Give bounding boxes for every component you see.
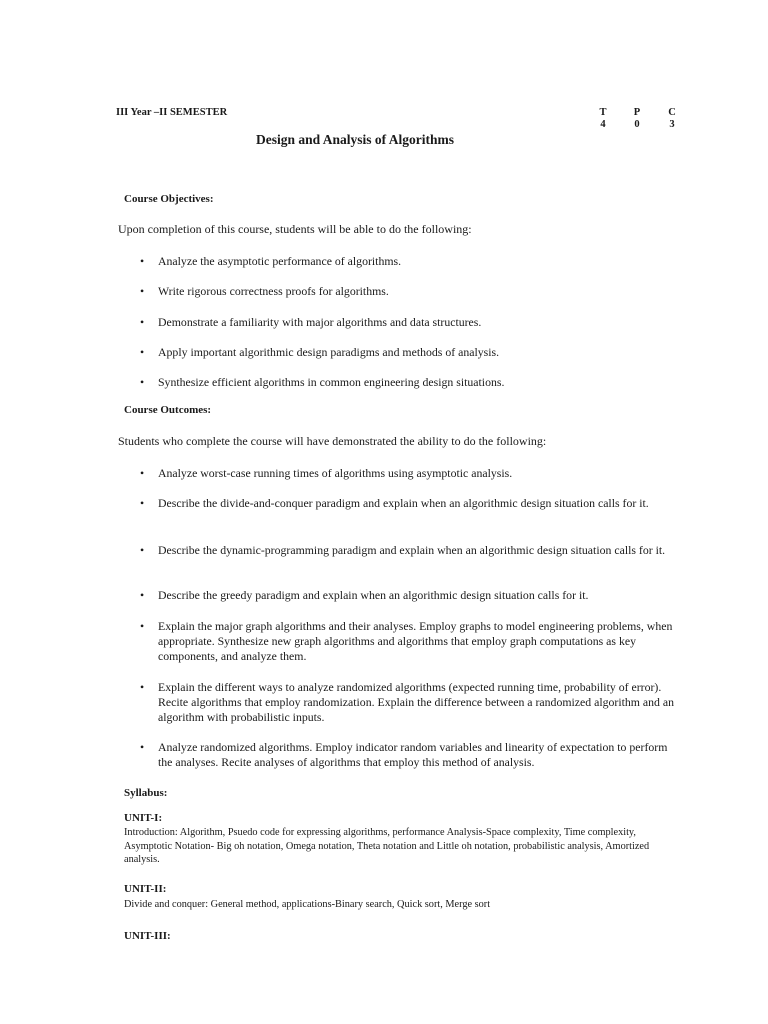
objective-item: • Apply important algorithmic design paradigms and methods of analysis.: [140, 345, 678, 360]
course-title: Design and Analysis of Algorithms: [255, 132, 455, 147]
outcomes-heading: Course Outcomes:: [124, 404, 212, 416]
tpc-column-t: [596, 107, 610, 131]
tpc-label: C: [668, 107, 676, 118]
syllabus-heading: Syllabus:: [124, 787, 168, 799]
outcome-item: • Analyze worst-case running times of algorithms using asymptotic analysis.: [140, 466, 678, 481]
outcome-item: • Explain the different ways to analyze randomized algorithms (expected running time, probability of error). Recite algorithms that employ randomization. Explain the difference between a randomized algorithm and an algorithm with probabilistic inputs.: [140, 680, 678, 725]
objectives-intro: Upon completion of this course, students will be able to do the following:: [118, 222, 472, 236]
objective-item: • Write rigorous correctness proofs for algorithms.: [140, 284, 678, 299]
tpc-label: T: [599, 107, 607, 118]
outcome-item: • Analyze randomized algorithms. Employ indicator random variables and linearity of expectation to perform the analyses. Recite analyses of algorithms that employ this method of analysis.: [140, 740, 678, 770]
tpc-value: 4: [600, 119, 606, 130]
tpc-label: P: [633, 107, 641, 118]
tpc-column-p: [630, 107, 644, 131]
objective-item: • Synthesize efficient algorithms in common engineering design situations.: [140, 375, 678, 390]
unit-body: Divide and conquer: General method, applications-Binary search, Quick sort, Merge sort: [124, 899, 491, 910]
unit-title: UNIT-I:: [124, 812, 163, 824]
outcome-item: • Describe the dynamic-programming paradigm and explain when an algorithmic design situation calls for it.: [140, 543, 678, 558]
outcome-item: • Explain the major graph algorithms and their analyses. Employ graphs to model engineering problems, when appropriate. Synthesize new graph algorithms and algorithms that employ graph computations as key components, and analyze them.: [140, 619, 678, 664]
tpc-value: 0: [634, 119, 640, 130]
objective-item: • Demonstrate a familiarity with major algorithms and data structures.: [140, 315, 678, 330]
unit-title: UNIT-III:: [124, 930, 171, 942]
outcome-item: • Describe the divide-and-conquer paradigm and explain when an algorithmic design situation calls for it.: [140, 496, 678, 511]
objectives-heading: Course Objectives:: [124, 193, 214, 205]
tpc-column-c: [665, 107, 679, 131]
unit-title: UNIT-II:: [124, 883, 167, 895]
unit-body: Introduction: Algorithm, Psuedo code for expressing algorithms, performance Analysis-Space complexity, Time complexity, Asymptotic Notation- Big oh notation, Omega notation, Theta notation and Little oh notation, probabilistic analysis, Amortized analysis.: [124, 827, 650, 865]
outcome-item: • Describe the greedy paradigm and explain when an algorithmic design situation calls for it.: [140, 588, 678, 603]
tpc-value: 3: [669, 119, 675, 130]
outcomes-intro: Students who complete the course will have demonstrated the ability to do the following:: [118, 434, 547, 448]
objective-item: • Analyze the asymptotic performance of algorithms.: [140, 254, 678, 269]
year-semester: III Year –II SEMESTER: [116, 107, 228, 118]
